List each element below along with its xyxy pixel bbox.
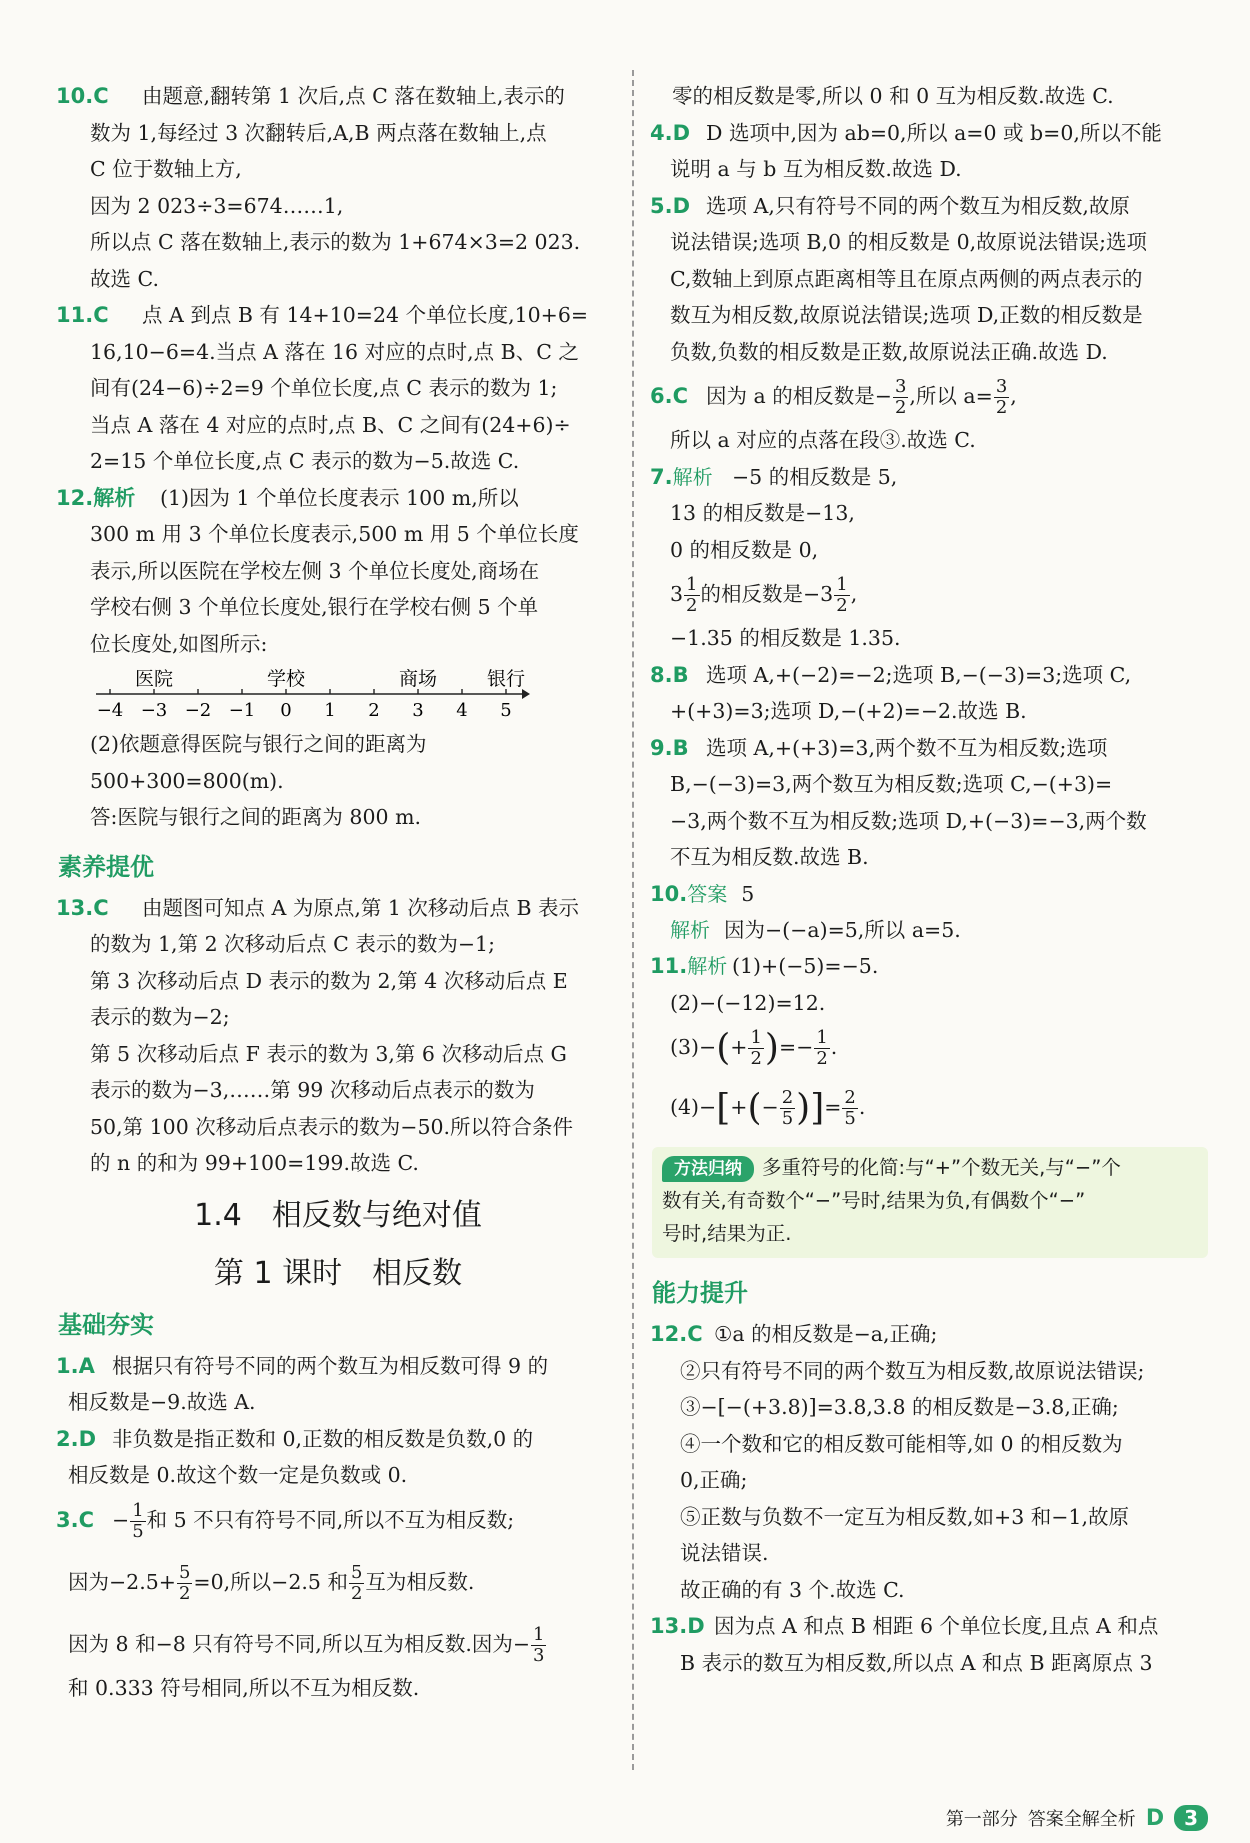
fraction: $\frac{1}{2}$ [686,574,698,616]
fraction: $\frac{1}{2}$ [816,1027,828,1069]
question-1: 1.A 根据只有符号不同的两个数互为相反数可得 9 的 相反数是−9.故选 A. [56,1353,549,1414]
footer-title: 答案全解全析 [1027,1809,1136,1830]
question-13: 13.C 由题图可知点 A 为原点,第 1 次移动后点 B 表示 的数为 1,第 2 次移动后点 C 表示的数为−1; 第 3 次移动后点 D 表示的数为 2,第 4 次移动后点 E 表示的数为−2; 第 5 次移动后点 F 表示的数为 3,第 6 次移动后点 G 表示的数为−3,……第 99 次移动后点表示的数为 50,第 100 次移动后点表示的数为−50.所以符合条件 的 n 的和为 99+100=199.故选 C. [56,895,580,1175]
fraction: $\frac{1}{5}$ [132,1499,144,1542]
right-column [652,78,1208,1681]
number-line-place-label: 银行 [486,668,526,690]
page-number: 3 [1174,1805,1208,1831]
fraction: $\frac{5}{2}$ [350,1561,363,1604]
number-line-tick-label: −3 [140,700,168,721]
fraction: $\frac{5}{2}$ [178,1561,191,1604]
footer-badge: D [1145,1805,1165,1831]
method-summary-box: 方法归纳 多重符号的化简:与“+”个数无关,与“−”个 数有关,有奇数个“−”号时,结果为负,有偶数个“−” 号时,结果为正. [652,1147,1208,1258]
number-line-tick-label: −4 [96,700,124,721]
question-11-right: 11.解析 (1)+(−5)=−5. (2)−(−12)=12. (3)−(+ $\frac{1}{2}$ )=− $\frac{1}{2}$ . (4)−[+(− $\frac{2}{5}$ )]= $\frac{2}{5}$ . [650,954,879,1129]
question-10-right: 10.答案 5 解析 因为−(−a)=5,所以 a=5. [650,881,961,942]
number-line-tick-label: −1 [228,700,256,721]
fraction: $\frac{1}{2}$ [750,1027,762,1069]
method-tag: 方法归纳 [662,1156,754,1182]
number-line-place-label: 学校 [266,668,306,690]
number-line-place-label: 医院 [134,668,174,690]
page-footer [946,1805,1208,1831]
section-heading-suyang: 素养提优 [58,852,154,881]
fraction: $\frac{3}{2}$ [894,376,907,418]
question-11: 11.C 点 A 到点 B 有 14+10=24 个单位长度,10+6= 16,10−6=4.当点 A 落在 16 对应的点时,点 B、C 之 间有(24−6)÷2=9 个单位长度,点 C 表示的数为 1; 当点 A 落在 4 对应的点时,点 B、C 之间有(24+6)÷ 2=15 个单位长度,点 C 表示的数为−5.故选 C. [56,303,589,473]
section-heading-jichu: 基础夯实 [58,1310,154,1339]
number-line-tick-label: 0 [280,700,292,721]
fraction: $\frac{1}{3}$ [533,1623,545,1666]
number-line-tick-label: 1 [324,700,336,721]
fraction: $\frac{3}{2}$ [995,376,1008,418]
question-4: 4.D D 选项中,因为 ab=0,所以 a=0 或 b=0,所以不能 说明 a 与 b 互为相反数.故选 D. [650,120,1162,181]
left-column [58,78,618,1706]
question-6: 6.C 因为 a 的相反数是− $\frac{3}{2}$ ,所以 a= $\frac{3}{2}$ , 所以 a 对应的点落在段③.故选 C. [650,376,1017,452]
number-line-diagram [90,664,530,726]
fraction: $\frac{2}{5}$ [781,1087,794,1129]
column-divider [632,70,634,1770]
chapter-title: 1.4 相反数与绝对值 [194,1197,482,1233]
question-8: 8.B 选项 A,+(−2)=−2;选项 B,−(−3)=3;选项 C, +(+3)=3;选项 D,−(+2)=−2.故选 B. [650,662,1132,723]
footer-part: 第一部分 [945,1809,1018,1830]
question-13-right: 13.D 因为点 A 和点 B 相距 6 个单位长度,且点 A 和点 B 表示的数互为相反数,所以点 A 和点 B 距离原点 3 [650,1614,1159,1675]
question-12: 12.解析 (1)因为 1 个单位长度表示 100 m,所以 300 m 用 3 个单位长度表示,500 m 用 5 个单位长度 表示,所以医院在学校左侧 3 个单位长度处,商场在 学校右侧 3 个单位长度处,银行在学校右侧 5 个单 位长度处,如图所示: −4 −3 −2 −1 0 1 2 3 4 5 医院 学校 商场 银行 (2)依题意得医院与银行之间的距离为 500+300=800(m). 答:医院与银行之间的距离为 800 m. [56,485,579,829]
question-7: 7.解析 −5 的相反数是 5, 13 的相反数是−13, 0 的相反数是 0, 3 $\frac{1}{2}$ 的相反数是−3 $\frac{1}{2}$ , −1.35 的相反数是 1.35. [650,464,901,650]
question-10: 10.C 由题意,翻转第 1 次后,点 C 落在数轴上,表示的 数为 1,每经过 3 次翻转后,A,B 两点落在数轴上,点 C 位于数轴上方, 因为 2 023÷3=674……1, 所以点 C 落在数轴上,表示的数为 1+674×3=2 023. 故选 C. [56,84,581,291]
question-12-right: 12.C ①a 的相反数是−a,正确; ②只有符号不同的两个数互为相反数,故原说法错误; ③−[−(+3.8)]=3.8,3.8 的相反数是−3.8,正确; ④一个数和它的相反数可能相等,如 0 的相反数为 0,正确; ⑤正数与负数不一定互为相反数,如+3 和−1,故原 说法错误. 故正确的有 3 个.故选 C. [650,1322,1145,1602]
continued-text: 零的相反数是零,所以 0 和 0 互为相反数.故选 C. [672,84,1114,108]
number-line-arrow [522,689,530,699]
number-line-tick-label: 3 [412,700,424,721]
number-line-place-label: 商场 [398,668,438,690]
question-2: 2.D 非负数是指正数和 0,正数的相反数是负数,0 的 相反数是 0.故这个数一定是负数或 0. [56,1426,534,1487]
lesson-title: 第 1 课时 相反数 [213,1255,463,1291]
fraction: $\frac{2}{5}$ [844,1087,856,1129]
number-line-tick-label: −2 [184,700,212,721]
number-line-tick-label: 2 [368,700,380,721]
section-heading-nengli: 能力提升 [652,1279,748,1307]
question-3: 3.C − $\frac{1}{5}$ 和 5 不只有符号不同,所以不互为相反数; 因为−2.5+ $\frac{5}{2}$ =0,所以−2.5 和 $\frac{5}{2}$ 互为相反数. 因为 8 和−8 只有符号不同,所以互为相反数.因为− $\frac{1}{3}$ 和 0.333 符号相同,所以不互为相反数. [56,1499,545,1700]
fraction: $\frac{1}{2}$ [836,574,848,616]
number-line-tick-label: 4 [456,700,468,721]
number-line-tick-label: 5 [500,700,512,721]
question-5: 5.D 选项 A,只有符号不同的两个数互为相反数,故原 说法错误;选项 B,0 的相反数是 0,故原说法错误;选项 C,数轴上到原点距离相等且在原点两侧的两点表示的 数互为相反数,故原说法错误;选项 D,正数的相反数是 负数,负数的相反数是正数,故原说法正确.故选 D. [650,193,1148,364]
question-9: 9.B 选项 A,+(+3)=3,两个数不互为相反数;选项 B,−(−3)=3,两个数互为相反数;选项 C,−(+3)= −3,两个数不互为相反数;选项 D,+(−3)=−3,两个数 不互为相反数.故选 B. [650,735,1147,869]
